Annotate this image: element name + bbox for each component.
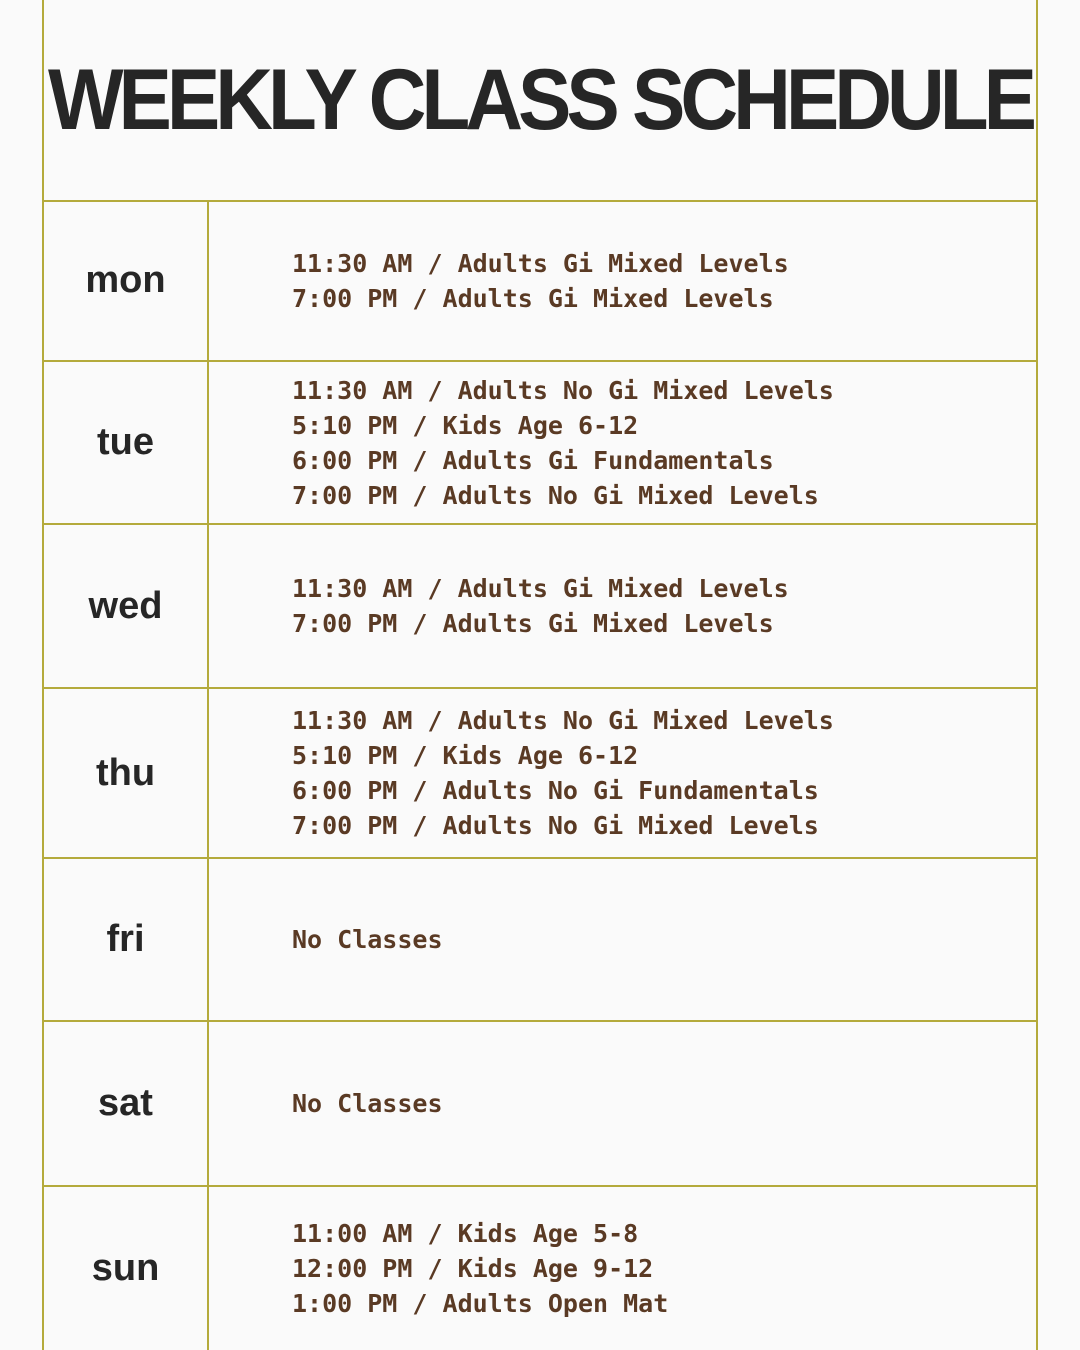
class-entry: 7:00 PM / Adults Gi Mixed Levels: [292, 283, 774, 313]
class-entry: No Classes: [292, 925, 443, 954]
class-list: [292, 201, 789, 360]
day-row-sat: [44, 1022, 1036, 1187]
title-cell: [44, 0, 1036, 202]
page-title: WEEKLY CLASS SCHEDULE: [47, 51, 1033, 148]
class-entry: 6:00 PM / Adults Gi Fundamentals: [292, 445, 774, 475]
day-label: fri: [106, 918, 145, 960]
day-row-mon: [44, 201, 1036, 362]
day-label: sun: [91, 1247, 160, 1289]
class-entry: 7:00 PM / Adults Gi Mixed Levels: [292, 609, 774, 638]
class-entry: 5:10 PM / Kids Age 6-12: [292, 410, 639, 440]
class-list: [292, 1187, 668, 1350]
day-label: tue: [97, 421, 154, 463]
class-list: [292, 1022, 443, 1185]
day-label: sat: [98, 1082, 153, 1124]
class-entry: 11:30 AM / Adults No Gi Mixed Levels: [292, 375, 834, 405]
class-entry: 11:30 AM / Adults Gi Mixed Levels: [292, 574, 789, 603]
class-list: [292, 362, 834, 523]
class-list: [292, 859, 443, 1020]
class-entry: 12:00 PM / Kids Age 9-12: [292, 1254, 654, 1283]
day-row-wed: [44, 525, 1036, 689]
day-label: wed: [88, 584, 163, 627]
class-list: [292, 689, 834, 857]
day-label: mon: [85, 259, 166, 301]
day-row-tue: [44, 362, 1036, 525]
class-entry: 5:10 PM / Kids Age 6-12: [292, 741, 639, 770]
class-entry: 11:00 AM / Kids Age 5-8: [292, 1219, 639, 1248]
class-entry: 1:00 PM / Adults Open Mat: [292, 1289, 669, 1318]
class-list: [292, 525, 789, 687]
class-entry: 11:30 AM / Adults Gi Mixed Levels: [292, 248, 789, 278]
class-entry: 11:30 AM / Adults No Gi Mixed Levels: [292, 706, 834, 735]
class-entry: No Classes: [292, 1089, 443, 1118]
schedule-table: [42, 0, 1038, 1350]
class-entry: 6:00 PM / Adults No Gi Fundamentals: [292, 776, 819, 805]
day-row-fri: [44, 859, 1036, 1022]
day-row-sun: [44, 1187, 1036, 1350]
class-entry: 7:00 PM / Adults No Gi Mixed Levels: [292, 811, 819, 840]
day-row-thu: [44, 689, 1036, 859]
day-label: thu: [95, 751, 156, 794]
class-entry: 7:00 PM / Adults No Gi Mixed Levels: [292, 480, 819, 510]
